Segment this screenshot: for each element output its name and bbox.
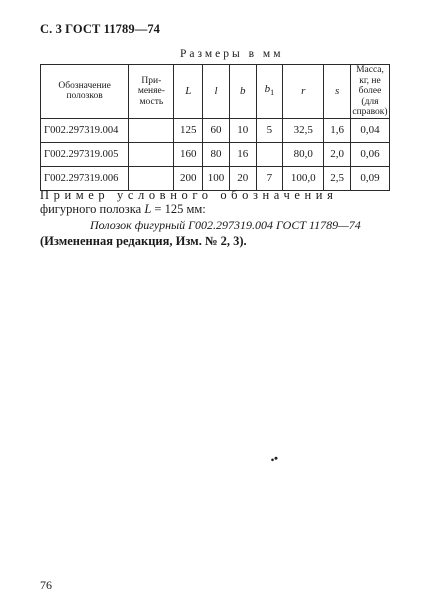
cell-l: 80 <box>203 142 230 166</box>
cell-r: 80,0 <box>283 142 324 166</box>
column-header-s: s <box>324 65 351 119</box>
print-speck-icon <box>270 456 280 462</box>
cell-designation: Г002.297319.004 <box>41 118 129 142</box>
page-number: 76 <box>40 578 52 592</box>
cell-b: 16 <box>229 142 256 166</box>
column-header-designation: Обозначение полозков <box>41 65 129 119</box>
cell-mass: 0,04 <box>350 118 389 142</box>
cell-s: 2,5 <box>324 166 351 190</box>
table-header-row <box>41 65 390 119</box>
example-lead-text <box>40 188 385 216</box>
example-lead-tail: = 125 мм: <box>151 202 206 216</box>
column-header-r: r <box>283 65 324 119</box>
cell-s: 2,0 <box>324 142 351 166</box>
cell-applicability <box>129 166 174 190</box>
cell-L: 200 <box>174 166 203 190</box>
cell-l: 60 <box>203 118 230 142</box>
page-header: С. 3 ГОСТ 11789—74 <box>40 22 161 36</box>
cell-applicability <box>129 142 174 166</box>
cell-applicability <box>129 118 174 142</box>
cell-b: 20 <box>229 166 256 190</box>
column-header-l: l <box>203 65 230 119</box>
cell-L: 160 <box>174 142 203 166</box>
cell-s: 1,6 <box>324 118 351 142</box>
example-lead-spaced: Пример условного обозначения <box>40 188 338 202</box>
table-caption: Размеры в мм <box>180 48 284 60</box>
column-header-b1-subscript: 1 <box>270 88 275 98</box>
table-row <box>41 166 390 190</box>
cell-L: 125 <box>174 118 203 142</box>
column-header-b1-symbol: b <box>264 82 271 95</box>
column-header-b: b <box>229 65 256 119</box>
example-lead-variable: L <box>144 202 152 216</box>
cell-b1 <box>256 142 283 166</box>
cell-b1: 7 <box>256 166 283 190</box>
dimensions-table <box>40 64 390 191</box>
example-designation: Полозок фигурный Г002.297319.004 ГОСТ 11789—74 <box>90 218 361 232</box>
example-lead-rest: фигурного полозка <box>40 202 145 216</box>
table-row <box>41 142 390 166</box>
cell-designation: Г002.297319.006 <box>41 166 129 190</box>
cell-r: 100,0 <box>283 166 324 190</box>
cell-b1: 5 <box>256 118 283 142</box>
column-header-applicability: При-меняе-мость <box>129 65 174 119</box>
table-row <box>41 118 390 142</box>
cell-l: 100 <box>203 166 230 190</box>
cell-r: 32,5 <box>283 118 324 142</box>
cell-designation: Г002.297319.005 <box>41 142 129 166</box>
edition-note: (Измененная редакция, Изм. № 2, 3). <box>40 234 247 248</box>
column-header-mass: Масса, кг, не более (для справок) <box>352 65 388 117</box>
cell-mass: 0,09 <box>350 166 389 190</box>
column-header-b1 <box>256 65 283 119</box>
cell-b: 10 <box>229 118 256 142</box>
cell-mass: 0,06 <box>350 142 389 166</box>
column-header-L: L <box>174 65 203 119</box>
